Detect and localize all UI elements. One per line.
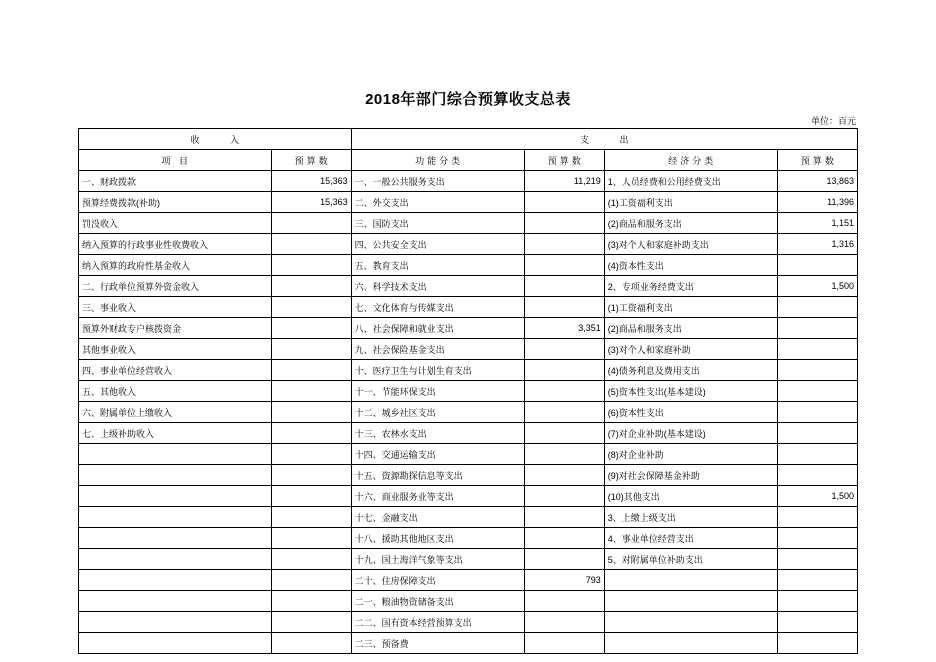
income-budget-value xyxy=(271,255,351,276)
table-header-group-row xyxy=(79,129,858,150)
economic-budget-value: 1,500 xyxy=(777,276,857,297)
income-budget-value xyxy=(271,318,351,339)
function-item-label: 二一、粮油物资储备支出 xyxy=(351,591,524,612)
economic-item-label: (6)资本性支出 xyxy=(604,402,777,423)
function-item-label: 七、文化体育与传媒支出 xyxy=(351,297,524,318)
function-item-label: 一、一般公共服务支出 xyxy=(351,171,524,192)
income-budget-value xyxy=(271,507,351,528)
income-item-label xyxy=(79,633,272,654)
economic-item-label xyxy=(604,591,777,612)
column-header-economic: 经济分类 xyxy=(604,150,777,171)
economic-budget-value xyxy=(777,360,857,381)
function-budget-value xyxy=(524,591,604,612)
table-row xyxy=(79,297,858,318)
income-budget-value xyxy=(271,633,351,654)
economic-budget-value: 11,396 xyxy=(777,192,857,213)
header-income-group: 收 入 xyxy=(79,129,352,150)
income-item-label xyxy=(79,465,272,486)
column-header-budget-economic: 预算数 xyxy=(777,150,857,171)
income-budget-value xyxy=(271,360,351,381)
income-item-label: 三、事业收入 xyxy=(79,297,272,318)
function-budget-value xyxy=(524,528,604,549)
function-item-label: 十五、资源勘探信息等支出 xyxy=(351,465,524,486)
function-item-label: 三、国防支出 xyxy=(351,213,524,234)
income-budget-value xyxy=(271,213,351,234)
function-item-label: 十二、城乡社区支出 xyxy=(351,402,524,423)
income-budget-value xyxy=(271,339,351,360)
income-item-label: 七、上级补助收入 xyxy=(79,423,272,444)
function-budget-value xyxy=(524,381,604,402)
economic-budget-value xyxy=(777,339,857,360)
income-item-label xyxy=(79,486,272,507)
economic-budget-value xyxy=(777,591,857,612)
function-budget-value xyxy=(524,423,604,444)
function-item-label: 五、教育支出 xyxy=(351,255,524,276)
income-budget-value xyxy=(271,423,351,444)
income-item-label xyxy=(79,444,272,465)
economic-item-label: (3)对个人和家庭补助 xyxy=(604,339,777,360)
function-budget-value xyxy=(524,612,604,633)
function-item-label: 二三、预备费 xyxy=(351,633,524,654)
table-row xyxy=(79,570,858,591)
function-budget-value xyxy=(524,465,604,486)
function-item-label: 二二、国有资本经营预算支出 xyxy=(351,612,524,633)
income-budget-value xyxy=(271,591,351,612)
income-budget-value xyxy=(271,234,351,255)
economic-item-label: (5)资本性支出(基本建设) xyxy=(604,381,777,402)
function-item-label: 十九、国土海洋气象等支出 xyxy=(351,549,524,570)
function-item-label: 十三、农林水支出 xyxy=(351,423,524,444)
income-budget-value xyxy=(271,486,351,507)
function-budget-value xyxy=(524,276,604,297)
economic-budget-value xyxy=(777,423,857,444)
economic-budget-value: 1,316 xyxy=(777,234,857,255)
income-budget-value xyxy=(271,402,351,423)
income-item-label: 预算外财政专户核拨资金 xyxy=(79,318,272,339)
function-item-label: 十一、节能环保支出 xyxy=(351,381,524,402)
economic-item-label xyxy=(604,570,777,591)
income-item-label xyxy=(79,570,272,591)
function-budget-value xyxy=(524,297,604,318)
income-budget-value xyxy=(271,612,351,633)
function-budget-value xyxy=(524,444,604,465)
economic-item-label: (10)其他支出 xyxy=(604,486,777,507)
economic-budget-value xyxy=(777,465,857,486)
table-row xyxy=(79,255,858,276)
page-title: 2018年部门综合预算收支总表 xyxy=(365,91,571,108)
economic-budget-value xyxy=(777,507,857,528)
economic-budget-value xyxy=(777,444,857,465)
economic-item-label: (7)对企业补助(基本建设) xyxy=(604,423,777,444)
function-budget-value xyxy=(524,234,604,255)
column-header-budget-function: 预算数 xyxy=(524,150,604,171)
function-budget-value: 793 xyxy=(524,570,604,591)
table-row xyxy=(79,234,858,255)
table-row xyxy=(79,423,858,444)
function-item-label: 二、外交支出 xyxy=(351,192,524,213)
function-budget-value xyxy=(524,486,604,507)
income-item-label xyxy=(79,528,272,549)
income-budget-value xyxy=(271,465,351,486)
income-item-label xyxy=(79,612,272,633)
function-budget-value: 3,351 xyxy=(524,318,604,339)
function-item-label: 二十、住房保障支出 xyxy=(351,570,524,591)
income-budget-value xyxy=(271,549,351,570)
economic-budget-value: 1,500 xyxy=(777,486,857,507)
function-budget-value xyxy=(524,360,604,381)
economic-item-label: (8)对企业补助 xyxy=(604,444,777,465)
unit-label: 单位：百元 xyxy=(810,116,856,126)
economic-item-label: (3)对个人和家庭补助支出 xyxy=(604,234,777,255)
economic-item-label: (9)对社会保障基金补助 xyxy=(604,465,777,486)
function-item-label: 十八、援助其他地区支出 xyxy=(351,528,524,549)
function-item-label: 十六、商业服务业等支出 xyxy=(351,486,524,507)
economic-item-label: (4)资本性支出 xyxy=(604,255,777,276)
table-row xyxy=(79,507,858,528)
economic-item-label: (2)商品和服务支出 xyxy=(604,213,777,234)
budget-table xyxy=(78,128,858,654)
income-item-label xyxy=(79,549,272,570)
function-item-label: 八、社会保障和就业支出 xyxy=(351,318,524,339)
function-item-label: 十、医疗卫生与计划生育支出 xyxy=(351,360,524,381)
economic-item-label: 2、专项业务经费支出 xyxy=(604,276,777,297)
economic-item-label: (1)工资福利支出 xyxy=(604,192,777,213)
income-item-label: 五、其他收入 xyxy=(79,381,272,402)
income-item-label: 四、事业单位经营收入 xyxy=(79,360,272,381)
income-item-label xyxy=(79,507,272,528)
table-row xyxy=(79,318,858,339)
income-budget-value xyxy=(271,297,351,318)
income-item-label: 二、行政单位预算外资金收入 xyxy=(79,276,272,297)
table-row xyxy=(79,528,858,549)
income-budget-value: 15,363 xyxy=(271,171,351,192)
income-item-label: 纳入预算的行政事业性收费收入 xyxy=(79,234,272,255)
economic-budget-value: 13,863 xyxy=(777,171,857,192)
economic-budget-value xyxy=(777,318,857,339)
table-row xyxy=(79,213,858,234)
function-item-label: 十七、金融支出 xyxy=(351,507,524,528)
income-budget-value xyxy=(271,276,351,297)
economic-budget-value: 1,151 xyxy=(777,213,857,234)
table-row xyxy=(79,444,858,465)
function-budget-value xyxy=(524,549,604,570)
income-budget-value xyxy=(271,528,351,549)
table-row xyxy=(79,633,858,654)
function-budget-value xyxy=(524,633,604,654)
table-row xyxy=(79,381,858,402)
income-item-label: 罚没收入 xyxy=(79,213,272,234)
function-item-label: 四、公共安全支出 xyxy=(351,234,524,255)
function-budget-value xyxy=(524,192,604,213)
economic-item-label xyxy=(604,633,777,654)
table-row xyxy=(79,549,858,570)
function-item-label: 十四、交通运输支出 xyxy=(351,444,524,465)
economic-budget-value xyxy=(777,612,857,633)
income-item-label: 一、财政拨款 xyxy=(79,171,272,192)
economic-item-label: 5、对附属单位补助支出 xyxy=(604,549,777,570)
column-header-function: 功能分类 xyxy=(351,150,524,171)
economic-budget-value xyxy=(777,297,857,318)
function-budget-value xyxy=(524,507,604,528)
column-header-budget-income: 预算数 xyxy=(271,150,351,171)
income-item-label: 纳入预算的政府性基金收入 xyxy=(79,255,272,276)
table-row xyxy=(79,339,858,360)
economic-item-label: 4、事业单位经营支出 xyxy=(604,528,777,549)
table-row xyxy=(79,486,858,507)
function-item-label: 六、科学技术支出 xyxy=(351,276,524,297)
economic-item-label: 3、上缴上级支出 xyxy=(604,507,777,528)
table-row xyxy=(79,591,858,612)
income-budget-value: 15,363 xyxy=(271,192,351,213)
table-row xyxy=(79,402,858,423)
function-budget-value: 11,219 xyxy=(524,171,604,192)
income-budget-value xyxy=(271,444,351,465)
economic-budget-value xyxy=(777,528,857,549)
column-header-item: 项 目 xyxy=(79,150,272,171)
function-budget-value xyxy=(524,213,604,234)
function-budget-value xyxy=(524,402,604,423)
table-row xyxy=(79,276,858,297)
income-budget-value xyxy=(271,381,351,402)
table-row xyxy=(79,192,858,213)
economic-item-label: (4)债务利息及费用支出 xyxy=(604,360,777,381)
economic-item-label xyxy=(604,612,777,633)
income-item-label: 其他事业收入 xyxy=(79,339,272,360)
economic-item-label: 1、人员经费和公用经费支出 xyxy=(604,171,777,192)
economic-budget-value xyxy=(777,570,857,591)
economic-budget-value xyxy=(777,381,857,402)
economic-budget-value xyxy=(777,402,857,423)
function-budget-value xyxy=(524,255,604,276)
table-row xyxy=(79,171,858,192)
table-row xyxy=(79,360,858,381)
table-header-row xyxy=(79,150,858,171)
economic-budget-value xyxy=(777,549,857,570)
economic-item-label: (1)工资福利支出 xyxy=(604,297,777,318)
header-expense-group: 支 出 xyxy=(351,129,857,150)
economic-item-label: (2)商品和服务支出 xyxy=(604,318,777,339)
income-item-label: 六、附属单位上缴收入 xyxy=(79,402,272,423)
income-item-label xyxy=(79,591,272,612)
income-item-label: 预算经费拨款(补助) xyxy=(79,192,272,213)
income-budget-value xyxy=(271,570,351,591)
function-budget-value xyxy=(524,339,604,360)
function-item-label: 九、社会保险基金支出 xyxy=(351,339,524,360)
economic-budget-value xyxy=(777,633,857,654)
table-row xyxy=(79,465,858,486)
economic-budget-value xyxy=(777,255,857,276)
table-row xyxy=(79,612,858,633)
